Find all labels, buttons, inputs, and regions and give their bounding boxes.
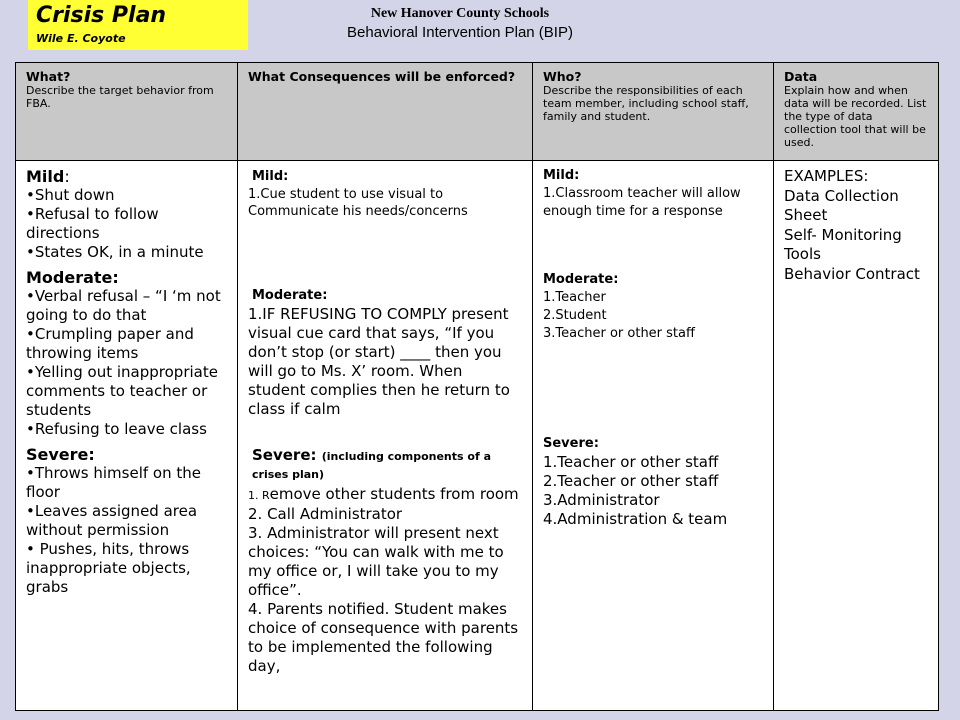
bip-table	[15, 62, 939, 711]
district-name: New Hanover County Schools	[370, 6, 550, 21]
list-item: 2.Teacher or other staff	[543, 472, 719, 490]
title-box	[28, 0, 248, 50]
who-mild-label: Mild:	[543, 168, 580, 183]
list-item: •Verbal refusal – “I ‘m not going to do that	[26, 287, 221, 324]
list-item: 2.Student	[543, 308, 607, 323]
list-item: Behavior Contract	[784, 264, 920, 283]
list-item: 3.Administrator	[543, 491, 660, 509]
who-severe-label: Severe:	[543, 436, 599, 451]
plan-title: Crisis Plan	[36, 3, 167, 28]
cons-moderate-text: 1.IF REFUSING TO COMPLY present visual cue card that says, “If you don’t stop (or start) ____ then you will go to Ms. X’ room. When student complies then he return to class if calm	[248, 305, 510, 418]
cons-severe-2: 2. Call Administrator	[248, 505, 403, 523]
list-item: 1.Teacher	[543, 290, 606, 305]
cons-severe-4: 4. Parents notified. Student makes choice of consequence with parents to be implemented the following day,	[248, 600, 519, 675]
list-item: 3.Teacher or other staff	[543, 326, 695, 341]
cons-mild-label: Mild:	[252, 169, 289, 184]
list-item: •Shut down	[26, 186, 115, 204]
consequences-cell	[238, 161, 533, 711]
what-moderate-label: Moderate:	[26, 268, 119, 287]
list-item: Self- Monitoring Tools	[784, 225, 902, 263]
cons-severe-label: Severe: (including components of a crises plan)	[252, 446, 491, 481]
list-item: •Refusal to follow directions	[26, 205, 159, 242]
header-consequences: What Consequences will be enforced?	[238, 63, 533, 161]
list-item: EXAMPLES:	[784, 167, 869, 185]
cons-moderate-label: Moderate:	[252, 288, 328, 303]
list-item: Data Collection Sheet	[784, 186, 899, 224]
list-item: •States OK, in a minute	[26, 243, 204, 261]
cons-severe-3: 3. Administrator will present next choices: “You can walk with me to my office or, I will take you to my office”.	[248, 524, 504, 599]
table-body-row	[16, 161, 939, 711]
what-mild-label: Mild:	[26, 167, 70, 186]
list-item: 4.Administration & team	[543, 510, 728, 528]
table-header-row	[16, 63, 939, 161]
list-item: •Crumpling paper and throwing items	[26, 325, 194, 362]
data-cell	[774, 161, 939, 711]
list-item: •Leaves assigned area without permission	[26, 502, 198, 539]
header-what: What? Describe the target behavior from FBA.	[16, 63, 238, 161]
list-item: • Pushes, hits, throws inappropriate objects, grabs	[26, 540, 191, 596]
who-moderate-label: Moderate:	[543, 272, 619, 287]
who-mild-text: 1.Classroom teacher will allow enough time for a response	[543, 186, 741, 219]
what-severe-label: Severe:	[26, 445, 95, 464]
list-item: 1.Teacher or other staff	[543, 453, 719, 471]
student-name: Wile E. Coyote	[36, 32, 126, 45]
list-item: •Yelling out inappropriate comments to teacher or students	[26, 363, 218, 419]
who-cell	[533, 161, 774, 711]
header-who: Who? Describe the responsibilities of each team member, including school staff, family and student.	[533, 63, 774, 161]
list-item: •Refusing to leave class	[26, 420, 207, 438]
header-data: Data Explain how and when data will be recorded. List the type of data collection tool that will be used.	[774, 63, 939, 161]
cons-severe-1: 1. Remove other students from room	[248, 485, 519, 503]
plan-name: Behavioral Intervention Plan (BIP)	[347, 24, 573, 41]
what-cell	[16, 161, 238, 711]
cons-mild-text: 1.Cue student to use visual to Communicate his needs/concerns	[248, 187, 468, 219]
list-item: •Throws himself on the floor	[26, 464, 201, 501]
